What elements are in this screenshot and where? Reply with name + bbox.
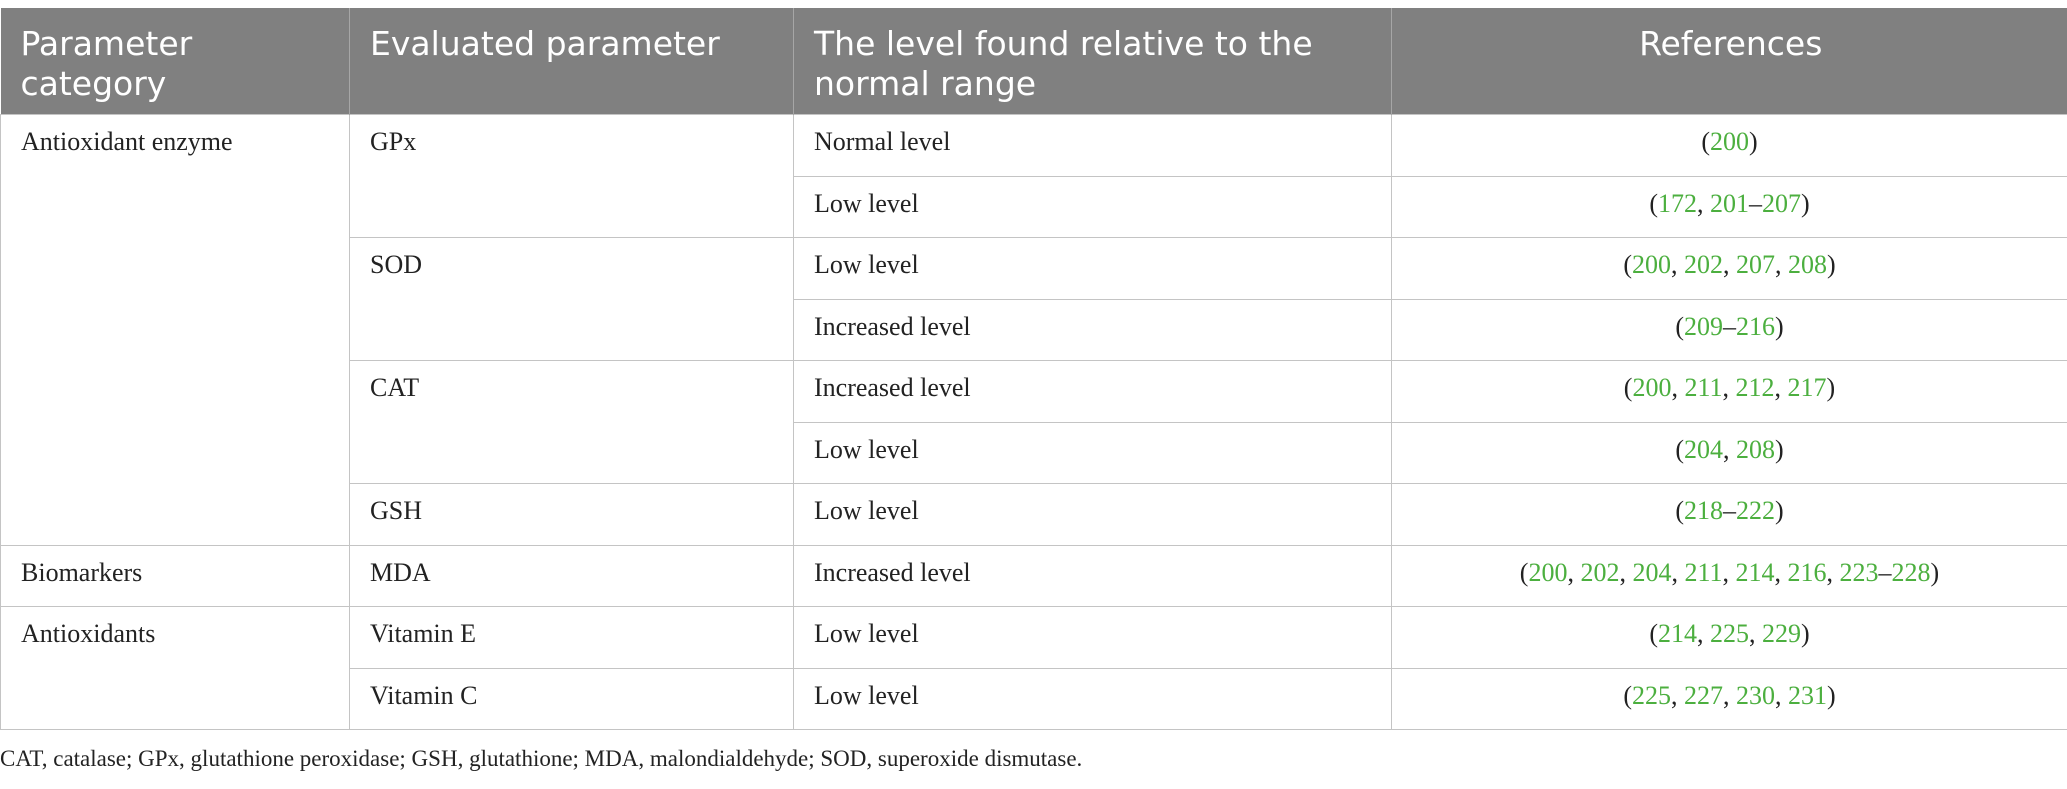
reference-link[interactable]: 225 [1710,619,1749,648]
reference-punctuation: ) [1749,127,1758,156]
reference-punctuation: , [1723,434,1736,464]
reference-punctuation: ( [1623,680,1632,710]
cell-level: Increased level [794,299,1392,361]
reference-link[interactable]: 211 [1684,557,1723,587]
reference-link[interactable]: 230 [1736,680,1775,710]
reference-punctuation: ) [1930,557,1940,587]
cell-evaluated-parameter: Vitamin E [350,607,794,669]
cell-parameter-category: Biomarkers [1,545,350,607]
reference-punctuation: ) [1775,434,1784,464]
cell-references [1392,422,2067,484]
reference-punctuation: , [1567,557,1581,587]
header-references: References [1392,8,2067,115]
cell-references [1392,115,2067,177]
reference-punctuation: , [1775,680,1788,710]
reference-link[interactable]: 204 [1632,557,1672,587]
reference-punctuation: , [1723,680,1736,710]
cell-references [1392,484,2067,546]
reference-punctuation: ( [1675,311,1684,341]
cell-evaluated-parameter: Vitamin C [350,668,794,730]
reference-punctuation: ( [1675,496,1684,525]
reference-punctuation: ( [1701,127,1710,156]
reference-punctuation: – [1723,311,1736,341]
reference-punctuation: , [1774,373,1788,402]
reference-link[interactable]: 223 [1839,557,1879,587]
reference-link[interactable]: 229 [1762,619,1801,648]
reference-punctuation: ) [1801,619,1810,648]
reference-link[interactable]: 209 [1684,311,1723,341]
reference-punctuation: ) [1801,188,1810,218]
reference-punctuation: , [1697,188,1710,218]
cell-level: Low level [794,238,1392,300]
oxidative-stress-table [0,8,2067,730]
table-row [1,115,2067,177]
reference-link[interactable]: 202 [1580,557,1620,587]
cell-level: Increased level [794,361,1392,423]
reference-link[interactable]: 227 [1684,680,1723,710]
reference-punctuation: , [1723,250,1736,279]
reference-link[interactable]: 222 [1736,496,1775,525]
reference-punctuation: ) [1827,680,1836,710]
reference-link[interactable]: 200 [1632,373,1672,402]
table-body [1,115,2067,730]
reference-punctuation: ( [1649,619,1658,648]
cell-level: Normal level [794,115,1392,177]
reference-link[interactable]: 207 [1762,188,1801,218]
cell-evaluated-parameter: CAT [350,361,794,484]
table-header-row [1,8,2067,115]
reference-link[interactable]: 202 [1684,250,1723,279]
reference-punctuation: – [1723,496,1736,525]
reference-link[interactable]: 208 [1736,434,1775,464]
header-parameter-category: Parameter category [1,8,350,115]
reference-punctuation: , [1774,557,1788,587]
reference-link[interactable]: 214 [1658,619,1697,648]
reference-link[interactable]: 216 [1787,557,1827,587]
cell-references [1392,299,2067,361]
cell-level: Low level [794,668,1392,730]
cell-parameter-category: Antioxidant enzyme [1,115,350,546]
reference-punctuation: , [1671,680,1684,710]
reference-link[interactable]: 212 [1735,373,1775,402]
reference-punctuation: ( [1649,188,1658,218]
reference-punctuation: ) [1775,311,1784,341]
header-level-found: The level found relative to the normal range [794,8,1392,115]
reference-link[interactable]: 201 [1710,188,1749,218]
reference-punctuation: , [1697,619,1710,648]
header-evaluated-parameter: Evaluated parameter [350,8,794,115]
reference-punctuation: ) [1826,373,1836,402]
cell-references [1392,176,2067,238]
table-row [1,607,2067,669]
reference-punctuation: , [1722,557,1736,587]
cell-level: Low level [794,484,1392,546]
reference-punctuation: ( [1519,557,1529,587]
reference-punctuation: , [1826,557,1840,587]
reference-link[interactable]: 200 [1528,557,1568,587]
cell-parameter-category: Antioxidants [1,607,350,730]
reference-link[interactable]: 218 [1684,496,1723,525]
cell-evaluated-parameter: GSH [350,484,794,546]
reference-punctuation: ( [1675,434,1684,464]
cell-references [1392,361,2067,423]
reference-link[interactable]: 172 [1658,188,1697,218]
reference-punctuation: – [1878,557,1892,587]
cell-level: Low level [794,176,1392,238]
cell-level: Low level [794,422,1392,484]
reference-punctuation: , [1749,619,1762,648]
reference-punctuation: , [1671,557,1685,587]
reference-link[interactable]: 200 [1710,127,1749,156]
reference-link[interactable]: 211 [1684,373,1723,402]
reference-punctuation: , [1722,373,1736,402]
cell-references [1392,607,2067,669]
table-row [1,545,2067,607]
table-footnote: CAT, catalase; GPx, glutathione peroxidase; GSH, glutathione; MDA, malondialdehyde; SOD, superoxide dismutase. [0,746,1083,771]
reference-punctuation: , [1619,557,1633,587]
reference-link[interactable]: 204 [1684,434,1723,464]
cell-references [1392,238,2067,300]
reference-punctuation: ( [1623,373,1633,402]
reference-link[interactable]: 228 [1891,557,1931,587]
cell-evaluated-parameter: MDA [350,545,794,607]
reference-link[interactable]: 214 [1735,557,1775,587]
reference-link[interactable]: 225 [1632,680,1671,710]
reference-link[interactable]: 216 [1736,311,1775,341]
reference-link[interactable]: 208 [1788,250,1827,279]
reference-punctuation: ( [1623,250,1632,279]
table-container [0,8,2067,730]
cell-references [1392,545,2067,607]
reference-punctuation: – [1749,188,1762,218]
reference-link[interactable]: 200 [1632,250,1671,279]
reference-punctuation: , [1671,373,1685,402]
reference-link[interactable]: 217 [1787,373,1827,402]
cell-references [1392,668,2067,730]
reference-punctuation: ) [1827,250,1836,279]
cell-evaluated-parameter: GPx [350,115,794,238]
reference-punctuation: ) [1775,496,1784,525]
reference-link[interactable]: 207 [1736,250,1775,279]
cell-level: Low level [794,607,1392,669]
reference-punctuation: , [1671,250,1684,279]
reference-punctuation: , [1775,250,1788,279]
cell-level: Increased level [794,545,1392,607]
reference-link[interactable]: 231 [1788,680,1827,710]
cell-evaluated-parameter: SOD [350,238,794,361]
